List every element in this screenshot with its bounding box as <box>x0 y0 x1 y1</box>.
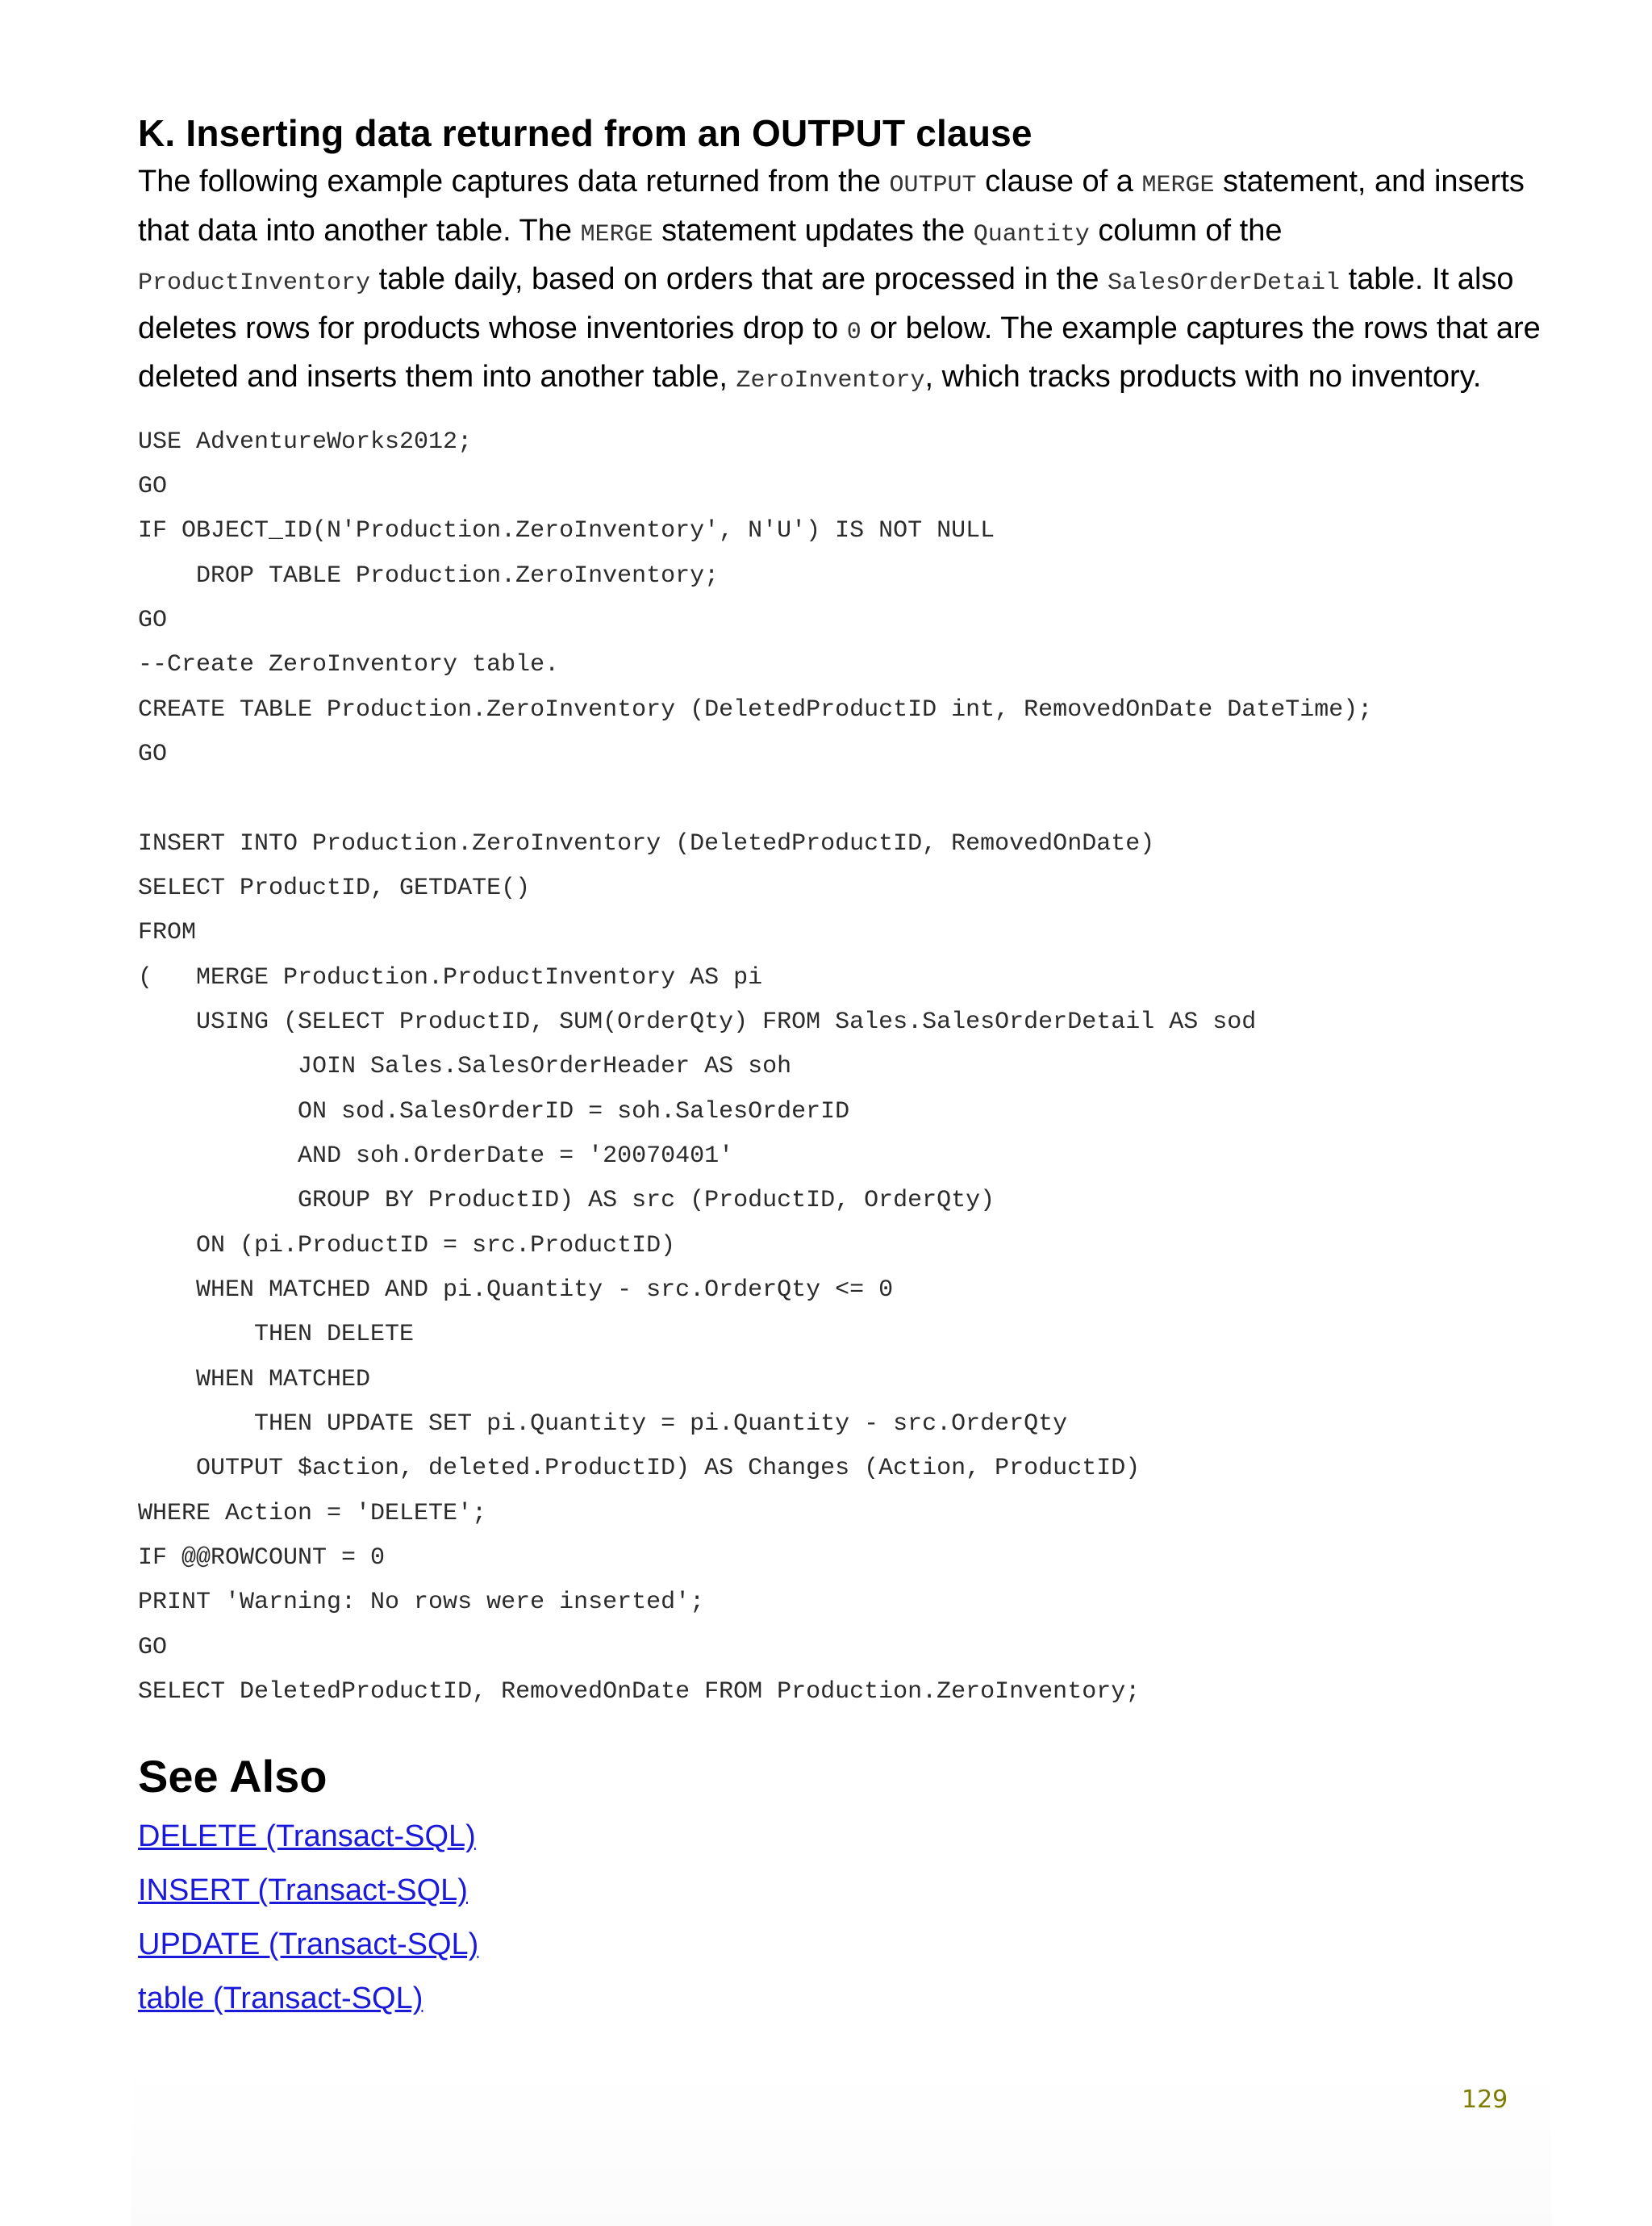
code-line: SELECT ProductID, GETDATE() <box>138 874 531 902</box>
code-line: WHEN MATCHED <box>138 1365 371 1393</box>
code-line: PRINT 'Warning: No rows were inserted'; <box>138 1589 705 1617</box>
intro-text: clause of a <box>976 165 1142 198</box>
code-line: GO <box>138 472 168 500</box>
code-line: WHEN MATCHED AND pi.Quantity - src.OrderQty <= 0 <box>138 1276 894 1305</box>
code-line: GO <box>138 606 168 634</box>
link-insert[interactable]: INSERT (Transact-SQL) <box>138 1873 468 1908</box>
code-block <box>138 420 1541 1715</box>
code-line: ( MERGE Production.ProductInventory AS pi <box>138 963 763 992</box>
intro-text: column of the <box>1089 213 1283 248</box>
inline-code: MERGE <box>1141 172 1215 199</box>
intro-text: statement, and inserts that data into another table. The <box>138 165 1525 248</box>
intro-text: or below. The example captures the rows that are deleted and inserts them into another table, <box>138 311 1541 394</box>
code-line: IF @@ROWCOUNT = 0 <box>138 1544 386 1572</box>
code-line: USE AdventureWorks2012; <box>138 428 473 456</box>
footer-area <box>131 2065 1551 2226</box>
intro-text: The following example captures data returned from the <box>138 165 890 198</box>
code-line: THEN UPDATE SET pi.Quantity = pi.Quantity - src.OrderQty <box>138 1410 1068 1439</box>
inline-code: ZeroInventory <box>736 367 925 395</box>
code-line: OUTPUT $action, deleted.ProductID) AS Changes (Action, ProductID) <box>138 1455 1141 1483</box>
see-also-item <box>138 1810 1541 1864</box>
intro-text: table. It also deletes rows for products whose inventories drop to <box>138 262 1514 345</box>
code-line: JOIN Sales.SalesOrderHeader AS soh <box>138 1053 792 1081</box>
inline-code: MERGE <box>580 220 653 248</box>
code-line: SELECT DeletedProductID, RemovedOnDate FROM Production.ZeroInventory; <box>138 1678 1141 1706</box>
code-line: ON (pi.ProductID = src.ProductID) <box>138 1231 676 1259</box>
code-line: INSERT INTO Production.ZeroInventory (DeletedProductID, RemovedOnDate) <box>138 829 1155 858</box>
see-also-item <box>138 1864 1541 1918</box>
see-also-heading: See Also <box>138 1751 327 1802</box>
intro-paragraph <box>138 160 1541 404</box>
page-number: 129 <box>1462 2086 1508 2114</box>
see-also-links <box>138 1810 1541 2026</box>
inline-code: Quantity <box>973 220 1090 248</box>
code-line: IF OBJECT_ID(N'Production.ZeroInventory', N'U') IS NOT NULL <box>138 517 995 545</box>
code-line: CREATE TABLE Production.ZeroInventory (DeletedProductID int, RemovedOnDate DateTime); <box>138 695 1373 724</box>
link-delete[interactable]: DELETE (Transact-SQL) <box>138 1819 476 1854</box>
code-line: GROUP BY ProductID) AS src (ProductID, OrderQty) <box>138 1187 995 1215</box>
document-page <box>138 110 1541 2026</box>
code-line: --Create ZeroInventory table. <box>138 651 560 679</box>
code-line: THEN DELETE <box>138 1321 415 1349</box>
intro-text: table daily, based on orders that are processed in the <box>370 262 1108 296</box>
inline-code: SalesOrderDetail <box>1108 269 1341 297</box>
code-line: AND soh.OrderDate = '20070401' <box>138 1142 734 1170</box>
inline-code: OUTPUT <box>889 172 977 199</box>
inline-code: 0 <box>846 318 861 346</box>
see-also-item <box>138 1918 1541 1972</box>
section-heading: K. Inserting data returned from an OUTPUT clause <box>138 112 1032 154</box>
intro-text: statement updates the <box>653 213 974 248</box>
link-update[interactable]: UPDATE (Transact-SQL) <box>138 1927 479 1962</box>
code-line: GO <box>138 740 168 768</box>
code-line: GO <box>138 1633 168 1661</box>
code-line: FROM <box>138 919 197 947</box>
see-also-item <box>138 1972 1541 2026</box>
code-line: DROP TABLE Production.ZeroInventory; <box>138 562 720 590</box>
code-line: USING (SELECT ProductID, SUM(OrderQty) FROM Sales.SalesOrderDetail AS sod <box>138 1008 1257 1036</box>
code-line <box>138 777 1541 821</box>
link-table[interactable]: table (Transact-SQL) <box>138 1982 423 2016</box>
intro-text: , which tracks products with no inventory. <box>924 360 1482 394</box>
code-line: WHERE Action = 'DELETE'; <box>138 1499 487 1527</box>
inline-code: ProductInventory <box>138 269 371 297</box>
code-line: ON sod.SalesOrderID = soh.SalesOrderID <box>138 1097 850 1126</box>
